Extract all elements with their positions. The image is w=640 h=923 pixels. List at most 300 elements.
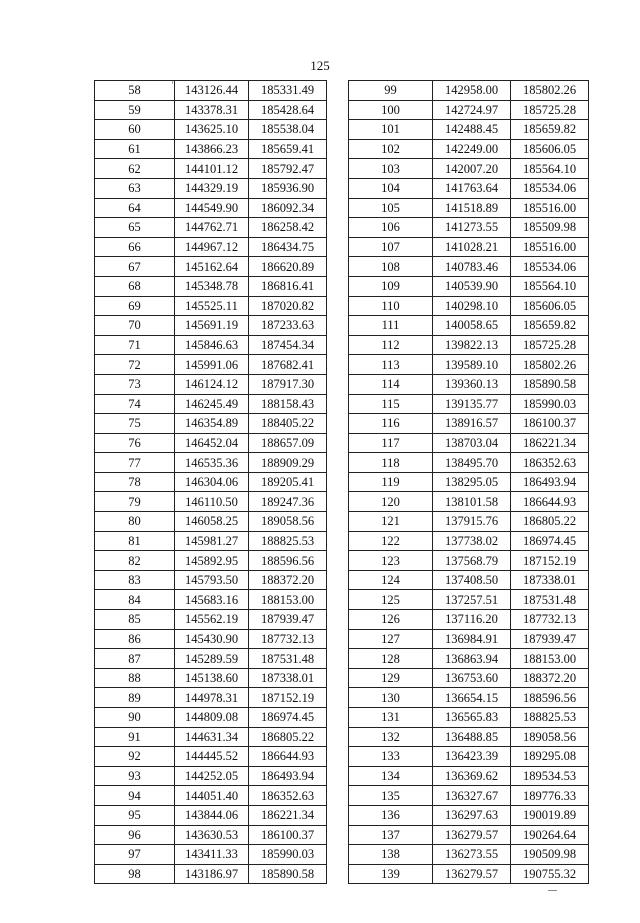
x-coordinate-cell: 146110.50 [175, 492, 249, 512]
point-number-cell: 130 [349, 688, 433, 708]
point-number-cell: 74 [95, 394, 175, 414]
point-number-cell: 82 [95, 551, 175, 571]
point-number-cell: 60 [95, 120, 175, 140]
table-row [349, 139, 589, 159]
x-coordinate-cell: 144967.12 [175, 237, 249, 257]
x-coordinate-cell: 145683.16 [175, 590, 249, 610]
point-number-cell: 80 [95, 512, 175, 532]
table-row [349, 805, 589, 825]
x-coordinate-cell: 145162.64 [175, 257, 249, 277]
point-number-cell: 99 [349, 81, 433, 101]
y-coordinate-cell: 186493.94 [249, 766, 327, 786]
point-number-cell: 133 [349, 747, 433, 767]
point-number-cell: 124 [349, 570, 433, 590]
table-row [95, 296, 327, 316]
y-coordinate-cell: 185606.05 [511, 296, 589, 316]
x-coordinate-cell: 141028.21 [433, 237, 511, 257]
table-row [95, 472, 327, 492]
x-coordinate-cell: 145562.19 [175, 610, 249, 630]
table-row [349, 355, 589, 375]
x-coordinate-cell: 143630.53 [175, 825, 249, 845]
point-number-cell: 68 [95, 276, 175, 296]
point-number-cell: 132 [349, 727, 433, 747]
y-coordinate-cell: 185792.47 [249, 159, 327, 179]
point-number-cell: 110 [349, 296, 433, 316]
point-number-cell: 102 [349, 139, 433, 159]
table-row [95, 257, 327, 277]
y-coordinate-cell: 187233.63 [249, 316, 327, 336]
point-number-cell: 65 [95, 218, 175, 238]
y-coordinate-cell: 185516.00 [511, 237, 589, 257]
x-coordinate-cell: 138916.57 [433, 414, 511, 434]
x-coordinate-cell: 137408.50 [433, 570, 511, 590]
x-coordinate-cell: 145348.78 [175, 276, 249, 296]
table-row [349, 159, 589, 179]
y-coordinate-cell: 186816.41 [249, 276, 327, 296]
x-coordinate-cell: 146535.36 [175, 453, 249, 473]
table-row [349, 766, 589, 786]
y-coordinate-cell: 188657.09 [249, 433, 327, 453]
point-number-cell: 72 [95, 355, 175, 375]
y-coordinate-cell: 187531.48 [511, 590, 589, 610]
table-row [349, 570, 589, 590]
point-number-cell: 135 [349, 786, 433, 806]
table-row [95, 610, 327, 630]
table-row [349, 708, 589, 728]
y-coordinate-cell: 187338.01 [249, 668, 327, 688]
x-coordinate-cell: 145981.27 [175, 531, 249, 551]
point-number-cell: 126 [349, 610, 433, 630]
point-number-cell: 67 [95, 257, 175, 277]
point-number-cell: 111 [349, 316, 433, 336]
x-coordinate-cell: 146452.04 [175, 433, 249, 453]
point-number-cell: 62 [95, 159, 175, 179]
table-row [349, 864, 589, 884]
point-number-cell: 136 [349, 805, 433, 825]
y-coordinate-cell: 189058.56 [511, 727, 589, 747]
point-number-cell: 107 [349, 237, 433, 257]
coordinate-table-left-body [95, 81, 327, 884]
x-coordinate-cell: 141518.89 [433, 198, 511, 218]
x-coordinate-cell: 145138.60 [175, 668, 249, 688]
x-coordinate-cell: 136654.15 [433, 688, 511, 708]
point-number-cell: 129 [349, 668, 433, 688]
table-row [95, 198, 327, 218]
x-coordinate-cell: 136279.57 [433, 864, 511, 884]
table-row [349, 747, 589, 767]
point-number-cell: 113 [349, 355, 433, 375]
y-coordinate-cell: 188825.53 [249, 531, 327, 551]
x-coordinate-cell: 143378.31 [175, 100, 249, 120]
y-coordinate-cell: 185990.03 [511, 394, 589, 414]
y-coordinate-cell: 188596.56 [511, 688, 589, 708]
y-coordinate-cell: 186644.93 [249, 747, 327, 767]
point-number-cell: 117 [349, 433, 433, 453]
y-coordinate-cell: 185606.05 [511, 139, 589, 159]
x-coordinate-cell: 142249.00 [433, 139, 511, 159]
point-number-cell: 93 [95, 766, 175, 786]
point-number-cell: 116 [349, 414, 433, 434]
table-row [95, 590, 327, 610]
x-coordinate-cell: 136488.85 [433, 727, 511, 747]
x-coordinate-cell: 146058.25 [175, 512, 249, 532]
y-coordinate-cell: 185659.82 [511, 120, 589, 140]
x-coordinate-cell: 143411.33 [175, 845, 249, 865]
y-coordinate-cell: 189058.56 [249, 512, 327, 532]
point-number-cell: 61 [95, 139, 175, 159]
y-coordinate-cell: 185428.64 [249, 100, 327, 120]
y-coordinate-cell: 186100.37 [511, 414, 589, 434]
table-row [349, 218, 589, 238]
x-coordinate-cell: 142488.45 [433, 120, 511, 140]
point-number-cell: 79 [95, 492, 175, 512]
table-row [349, 845, 589, 865]
y-coordinate-cell: 190755.32 [511, 864, 589, 884]
x-coordinate-cell: 140783.46 [433, 257, 511, 277]
table-row [349, 551, 589, 571]
point-number-cell: 106 [349, 218, 433, 238]
table-row [349, 453, 589, 473]
y-coordinate-cell: 185534.06 [511, 178, 589, 198]
footer-dash [548, 890, 557, 891]
table-row [95, 178, 327, 198]
point-number-cell: 114 [349, 374, 433, 394]
x-coordinate-cell: 144445.52 [175, 747, 249, 767]
point-number-cell: 138 [349, 845, 433, 865]
point-number-cell: 66 [95, 237, 175, 257]
table-row [349, 237, 589, 257]
x-coordinate-cell: 140058.65 [433, 316, 511, 336]
point-number-cell: 103 [349, 159, 433, 179]
table-row [349, 590, 589, 610]
y-coordinate-cell: 188596.56 [249, 551, 327, 571]
y-coordinate-cell: 188372.20 [249, 570, 327, 590]
x-coordinate-cell: 136984.91 [433, 629, 511, 649]
y-coordinate-cell: 185802.26 [511, 81, 589, 101]
point-number-cell: 119 [349, 472, 433, 492]
point-number-cell: 75 [95, 414, 175, 434]
y-coordinate-cell: 188372.20 [511, 668, 589, 688]
y-coordinate-cell: 188158.43 [249, 394, 327, 414]
table-row [95, 825, 327, 845]
x-coordinate-cell: 138101.58 [433, 492, 511, 512]
point-number-cell: 89 [95, 688, 175, 708]
point-number-cell: 58 [95, 81, 175, 101]
coordinate-table-right-body [349, 81, 589, 884]
point-number-cell: 64 [95, 198, 175, 218]
x-coordinate-cell: 136327.67 [433, 786, 511, 806]
x-coordinate-cell: 145991.06 [175, 355, 249, 375]
point-number-cell: 134 [349, 766, 433, 786]
table-row [95, 649, 327, 669]
y-coordinate-cell: 189205.41 [249, 472, 327, 492]
table-row [95, 335, 327, 355]
y-coordinate-cell: 185564.10 [511, 159, 589, 179]
table-row [349, 492, 589, 512]
x-coordinate-cell: 143866.23 [175, 139, 249, 159]
y-coordinate-cell: 187152.19 [249, 688, 327, 708]
point-number-cell: 131 [349, 708, 433, 728]
y-coordinate-cell: 186974.45 [511, 531, 589, 551]
y-coordinate-cell: 186258.42 [249, 218, 327, 238]
y-coordinate-cell: 186352.63 [511, 453, 589, 473]
point-number-cell: 69 [95, 296, 175, 316]
y-coordinate-cell: 186221.34 [249, 805, 327, 825]
x-coordinate-cell: 141763.64 [433, 178, 511, 198]
point-number-cell: 118 [349, 453, 433, 473]
y-coordinate-cell: 185538.04 [249, 120, 327, 140]
point-number-cell: 91 [95, 727, 175, 747]
y-coordinate-cell: 187454.34 [249, 335, 327, 355]
point-number-cell: 104 [349, 178, 433, 198]
point-number-cell: 120 [349, 492, 433, 512]
table-row [349, 100, 589, 120]
point-number-cell: 70 [95, 316, 175, 336]
point-number-cell: 100 [349, 100, 433, 120]
point-number-cell: 87 [95, 649, 175, 669]
y-coordinate-cell: 190509.98 [511, 845, 589, 865]
table-row [349, 610, 589, 630]
table-row [95, 120, 327, 140]
x-coordinate-cell: 145793.50 [175, 570, 249, 590]
table-row [349, 374, 589, 394]
point-number-cell: 78 [95, 472, 175, 492]
x-coordinate-cell: 139360.13 [433, 374, 511, 394]
table-row [95, 237, 327, 257]
table-row [349, 276, 589, 296]
point-number-cell: 92 [95, 747, 175, 767]
coordinate-table-right [348, 80, 589, 884]
table-row [349, 472, 589, 492]
y-coordinate-cell: 187917.30 [249, 374, 327, 394]
x-coordinate-cell: 144101.12 [175, 159, 249, 179]
x-coordinate-cell: 145892.95 [175, 551, 249, 571]
y-coordinate-cell: 186493.94 [511, 472, 589, 492]
x-coordinate-cell: 138295.05 [433, 472, 511, 492]
table-row [349, 81, 589, 101]
point-number-cell: 123 [349, 551, 433, 571]
x-coordinate-cell: 145289.59 [175, 649, 249, 669]
point-number-cell: 83 [95, 570, 175, 590]
x-coordinate-cell: 137738.02 [433, 531, 511, 551]
table-row [95, 747, 327, 767]
x-coordinate-cell: 136279.57 [433, 825, 511, 845]
point-number-cell: 77 [95, 453, 175, 473]
x-coordinate-cell: 136369.62 [433, 766, 511, 786]
x-coordinate-cell: 145691.19 [175, 316, 249, 336]
table-row [95, 355, 327, 375]
y-coordinate-cell: 186221.34 [511, 433, 589, 453]
y-coordinate-cell: 185725.28 [511, 335, 589, 355]
table-row [95, 570, 327, 590]
y-coordinate-cell: 188153.00 [511, 649, 589, 669]
table-row [349, 198, 589, 218]
point-number-cell: 97 [95, 845, 175, 865]
table-row [95, 139, 327, 159]
x-coordinate-cell: 143186.97 [175, 864, 249, 884]
table-row [95, 374, 327, 394]
y-coordinate-cell: 185659.41 [249, 139, 327, 159]
y-coordinate-cell: 189534.53 [511, 766, 589, 786]
x-coordinate-cell: 146245.49 [175, 394, 249, 414]
y-coordinate-cell: 185725.28 [511, 100, 589, 120]
table-row [95, 414, 327, 434]
x-coordinate-cell: 143126.44 [175, 81, 249, 101]
y-coordinate-cell: 185802.26 [511, 355, 589, 375]
y-coordinate-cell: 187338.01 [511, 570, 589, 590]
table-row [349, 786, 589, 806]
point-number-cell: 90 [95, 708, 175, 728]
x-coordinate-cell: 143625.10 [175, 120, 249, 140]
y-coordinate-cell: 189295.08 [511, 747, 589, 767]
table-row [349, 296, 589, 316]
table-row [95, 766, 327, 786]
point-number-cell: 128 [349, 649, 433, 669]
x-coordinate-cell: 136753.60 [433, 668, 511, 688]
x-coordinate-cell: 144762.71 [175, 218, 249, 238]
y-coordinate-cell: 187531.48 [249, 649, 327, 669]
x-coordinate-cell: 140539.90 [433, 276, 511, 296]
y-coordinate-cell: 187020.82 [249, 296, 327, 316]
x-coordinate-cell: 137568.79 [433, 551, 511, 571]
table-row [95, 492, 327, 512]
point-number-cell: 137 [349, 825, 433, 845]
table-row [349, 433, 589, 453]
y-coordinate-cell: 185659.82 [511, 316, 589, 336]
point-number-cell: 98 [95, 864, 175, 884]
y-coordinate-cell: 186352.63 [249, 786, 327, 806]
x-coordinate-cell: 138703.04 [433, 433, 511, 453]
x-coordinate-cell: 144809.08 [175, 708, 249, 728]
table-row [349, 414, 589, 434]
y-coordinate-cell: 187152.19 [511, 551, 589, 571]
y-coordinate-cell: 188825.53 [511, 708, 589, 728]
point-number-cell: 95 [95, 805, 175, 825]
x-coordinate-cell: 144329.19 [175, 178, 249, 198]
table-row [349, 531, 589, 551]
y-coordinate-cell: 185990.03 [249, 845, 327, 865]
y-coordinate-cell: 187682.41 [249, 355, 327, 375]
table-row [349, 120, 589, 140]
x-coordinate-cell: 137257.51 [433, 590, 511, 610]
point-number-cell: 86 [95, 629, 175, 649]
y-coordinate-cell: 187939.47 [511, 629, 589, 649]
table-row [95, 864, 327, 884]
point-number-cell: 96 [95, 825, 175, 845]
table-row [95, 708, 327, 728]
point-number-cell: 112 [349, 335, 433, 355]
table-row [95, 845, 327, 865]
y-coordinate-cell: 185564.10 [511, 276, 589, 296]
x-coordinate-cell: 144631.34 [175, 727, 249, 747]
x-coordinate-cell: 144051.40 [175, 786, 249, 806]
y-coordinate-cell: 186100.37 [249, 825, 327, 845]
point-number-cell: 109 [349, 276, 433, 296]
table-row [95, 531, 327, 551]
table-row [95, 805, 327, 825]
point-number-cell: 85 [95, 610, 175, 630]
x-coordinate-cell: 138495.70 [433, 453, 511, 473]
x-coordinate-cell: 136863.94 [433, 649, 511, 669]
point-number-cell: 76 [95, 433, 175, 453]
x-coordinate-cell: 142007.20 [433, 159, 511, 179]
x-coordinate-cell: 137116.20 [433, 610, 511, 630]
point-number-cell: 81 [95, 531, 175, 551]
table-row [95, 218, 327, 238]
y-coordinate-cell: 186434.75 [249, 237, 327, 257]
y-coordinate-cell: 185516.00 [511, 198, 589, 218]
x-coordinate-cell: 139135.77 [433, 394, 511, 414]
y-coordinate-cell: 185331.49 [249, 81, 327, 101]
y-coordinate-cell: 186805.22 [511, 512, 589, 532]
y-coordinate-cell: 187732.13 [511, 610, 589, 630]
table-row [95, 276, 327, 296]
point-number-cell: 125 [349, 590, 433, 610]
x-coordinate-cell: 146124.12 [175, 374, 249, 394]
table-row [349, 512, 589, 532]
point-number-cell: 108 [349, 257, 433, 277]
y-coordinate-cell: 188405.22 [249, 414, 327, 434]
table-row [349, 394, 589, 414]
point-number-cell: 122 [349, 531, 433, 551]
table-row [95, 688, 327, 708]
point-number-cell: 115 [349, 394, 433, 414]
x-coordinate-cell: 137915.76 [433, 512, 511, 532]
x-coordinate-cell: 145525.11 [175, 296, 249, 316]
x-coordinate-cell: 146304.06 [175, 472, 249, 492]
point-number-cell: 59 [95, 100, 175, 120]
table-row [349, 727, 589, 747]
x-coordinate-cell: 139822.13 [433, 335, 511, 355]
x-coordinate-cell: 140298.10 [433, 296, 511, 316]
y-coordinate-cell: 185890.58 [249, 864, 327, 884]
point-number-cell: 71 [95, 335, 175, 355]
y-coordinate-cell: 185890.58 [511, 374, 589, 394]
y-coordinate-cell: 188153.00 [249, 590, 327, 610]
x-coordinate-cell: 142958.00 [433, 81, 511, 101]
y-coordinate-cell: 186092.34 [249, 198, 327, 218]
y-coordinate-cell: 188909.29 [249, 453, 327, 473]
x-coordinate-cell: 144549.90 [175, 198, 249, 218]
x-coordinate-cell: 136565.83 [433, 708, 511, 728]
page-number: 125 [310, 58, 330, 73]
point-number-cell: 84 [95, 590, 175, 610]
y-coordinate-cell: 185509.98 [511, 218, 589, 238]
x-coordinate-cell: 141273.55 [433, 218, 511, 238]
point-number-cell: 127 [349, 629, 433, 649]
point-number-cell: 101 [349, 120, 433, 140]
table-row [349, 688, 589, 708]
table-row [349, 316, 589, 336]
y-coordinate-cell: 186620.89 [249, 257, 327, 277]
x-coordinate-cell: 136423.39 [433, 747, 511, 767]
table-row [95, 433, 327, 453]
x-coordinate-cell: 144978.31 [175, 688, 249, 708]
y-coordinate-cell: 187939.47 [249, 610, 327, 630]
x-coordinate-cell: 142724.97 [433, 100, 511, 120]
x-coordinate-cell: 136297.63 [433, 805, 511, 825]
table-row [349, 335, 589, 355]
table-row [349, 825, 589, 845]
x-coordinate-cell: 139589.10 [433, 355, 511, 375]
x-coordinate-cell: 136273.55 [433, 845, 511, 865]
y-coordinate-cell: 186644.93 [511, 492, 589, 512]
table-row [95, 668, 327, 688]
point-number-cell: 139 [349, 864, 433, 884]
point-number-cell: 121 [349, 512, 433, 532]
x-coordinate-cell: 145430.90 [175, 629, 249, 649]
table-row [95, 159, 327, 179]
